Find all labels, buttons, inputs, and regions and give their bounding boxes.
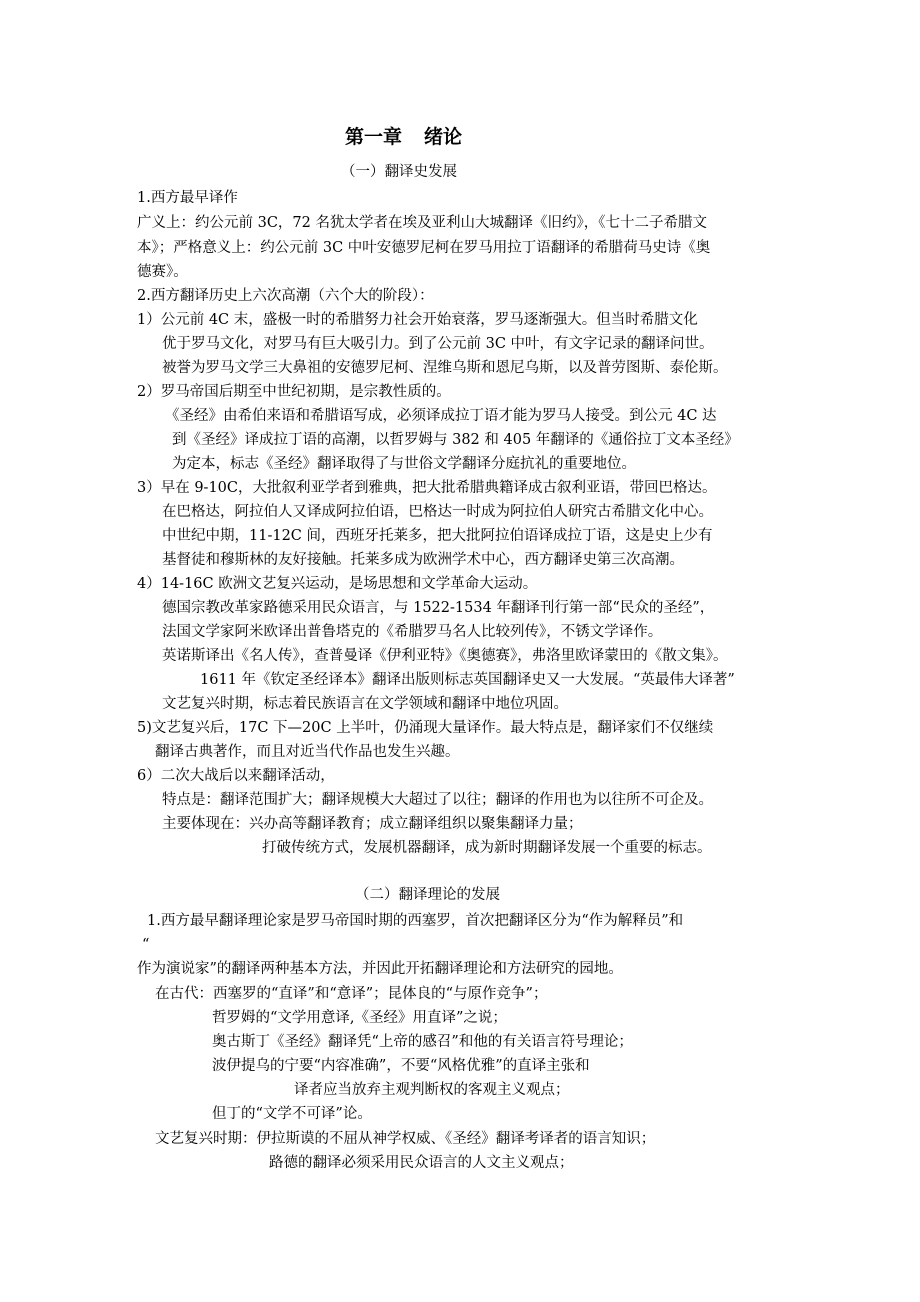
text-line: 文艺复兴时期，标志着民族语言在文学领域和翻译中地位巩固。 bbox=[162, 696, 568, 712]
text-line: （一）翻译史发展 bbox=[341, 164, 457, 180]
text-line: 特点是：翻译范围扩大；翻译规模大大超过了以往；翻译的作用也为以往所不可企及。 bbox=[162, 792, 713, 808]
text-line: 波伊提乌的宁要“内容准确”，不要“风格优雅”的直译主张和 bbox=[212, 1058, 590, 1074]
text-line: 但丁的“文学不可译”论。 bbox=[212, 1106, 372, 1122]
text-line: 德国宗教改革家路德采用民众语言，与 1522-1534 年翻译刊行第一部“民众的圣经”， bbox=[162, 600, 715, 616]
text-line: 1）公元前 4C 末，盛极一时的希腊努力社会开始衰落，罗马逐渐强大。但当时希腊文化 bbox=[137, 312, 698, 328]
text-line: 3）早在 9-10C，大批叙利亚学者到雅典，把大批希腊典籍译成古叙利亚语，带回巴格达。 bbox=[137, 480, 717, 496]
text-line: 被誉为罗马文学三大鼻祖的安德罗尼柯、涅维乌斯和恩尼乌斯，以及普劳图斯、泰伦斯。 bbox=[162, 360, 728, 376]
text-line: 2.西方翻译历史上六次高潮（六个大的阶段）： bbox=[137, 288, 434, 304]
text-line: 德赛》。 bbox=[137, 264, 188, 280]
text-line: 广义上：约公元前 3C，72 名犹太学者在埃及亚利山大城翻译《旧约》，《七十二子希腊文 bbox=[137, 215, 707, 231]
chapter-title bbox=[345, 124, 462, 150]
text-line: 打破传统方式，发展机器翻译，成为新时期翻译发展一个重要的标志。 bbox=[262, 840, 712, 856]
chapter-name: 绪论 bbox=[424, 126, 463, 148]
text-line: 1.西方最早翻译理论家是罗马帝国时期的西塞罗，首次把翻译区分为“作为解释员”和 bbox=[147, 913, 684, 929]
text-line: “ bbox=[142, 937, 150, 953]
text-line: 哲罗姆的“文学用意译,《圣经》用直译”之说； bbox=[212, 1010, 507, 1026]
text-line: 到《圣经》译成拉丁语的高潮，以哲罗姆与 382 和 405 年翻译的《通俗拉丁文本圣经》 bbox=[172, 432, 739, 448]
text-line: 在古代：西塞罗的“直译”和“意译”；昆体良的“与原作竞争”； bbox=[155, 986, 548, 1002]
chapter-label: 第一章 bbox=[345, 126, 403, 148]
text-line: 译者应当放弃主观判断权的客观主义观点； bbox=[294, 1082, 570, 1098]
text-line: 中世纪中期，11-12C 间，西班牙托莱多，把大批阿拉伯语译成拉丁语，这是史上少有 bbox=[162, 528, 713, 544]
text-line: 主要体现在：兴办高等翻译教育；成立翻译组织以聚集翻译力量； bbox=[162, 816, 583, 832]
text-line: 奥古斯丁《圣经》翻译凭“上帝的感召”和他的有关语言符号理论； bbox=[212, 1034, 633, 1050]
text-line: 基督徒和穆斯林的友好接触。托莱多成为欧洲学术中心，西方翻译史第三次高潮。 bbox=[162, 552, 684, 568]
text-line: 文艺复兴时期：伊拉斯谟的不屈从神学权威、《圣经》翻译考译者的语言知识； bbox=[155, 1131, 656, 1147]
text-line: 本》；严格意义上：约公元前 3C 中叶安德罗尼柯在罗马用拉丁语翻译的希腊荷马史诗《奥 bbox=[137, 240, 711, 256]
text-line: 路德的翻译必须采用民众语言的人文主义观点； bbox=[269, 1155, 574, 1171]
text-line: 4）14-16C 欧洲文艺复兴运动，是场思想和文学革命大运动。 bbox=[137, 576, 538, 592]
text-line: 2）罗马帝国后期至中世纪初期，是宗教性质的。 bbox=[137, 384, 451, 400]
text-line: 为定本，标志《圣经》翻译取得了与世俗文学翻译分庭抗礼的重要地位。 bbox=[172, 456, 636, 472]
text-line: 《圣经》由希伯来语和希腊语写成，必须译成拉丁语才能为罗马人接受。到公元 4C 达 bbox=[165, 408, 717, 424]
text-line: 翻译古典著作，而且对近当代作品也发生兴趣。 bbox=[155, 744, 460, 760]
text-line: （二）翻译理论的发展 bbox=[355, 887, 500, 903]
text-line: 在巴格达，阿拉伯人又译成阿拉伯语，巴格达一时成为阿拉伯人研究古希腊文化中心。 bbox=[162, 504, 713, 520]
text-line: 英诺斯译出《名人传》，查普曼译《伊利亚特》《奥德赛》，弗洛里欧译蒙田的《散文集》。 bbox=[162, 648, 728, 664]
text-line: 作为演说家”的翻译两种基本方法，并因此开拓翻译理论和方法研究的园地。 bbox=[137, 961, 623, 977]
text-line: 5)文艺复兴后，17C 下—20C 上半叶，仍涌现大量译作。最大特点是，翻译家们不仅继续 bbox=[137, 720, 714, 736]
text-line: 1611 年《钦定圣经译本》翻译出版则标志英国翻译史又一大发展。“英最伟大译著” bbox=[200, 672, 735, 688]
text-line: 优于罗马文化，对罗马有巨大吸引力。到了公元前 3C 中叶，有文字记录的翻译问世。 bbox=[162, 336, 714, 352]
text-line: 1.西方最早译作 bbox=[137, 190, 238, 206]
text-line: 6）二次大战后以来翻译活动， bbox=[137, 768, 335, 784]
text-line: 法国文学家阿米欧译出普鲁塔克的《希腊罗马名人比较列传》，不锈文学译作。 bbox=[162, 624, 663, 640]
